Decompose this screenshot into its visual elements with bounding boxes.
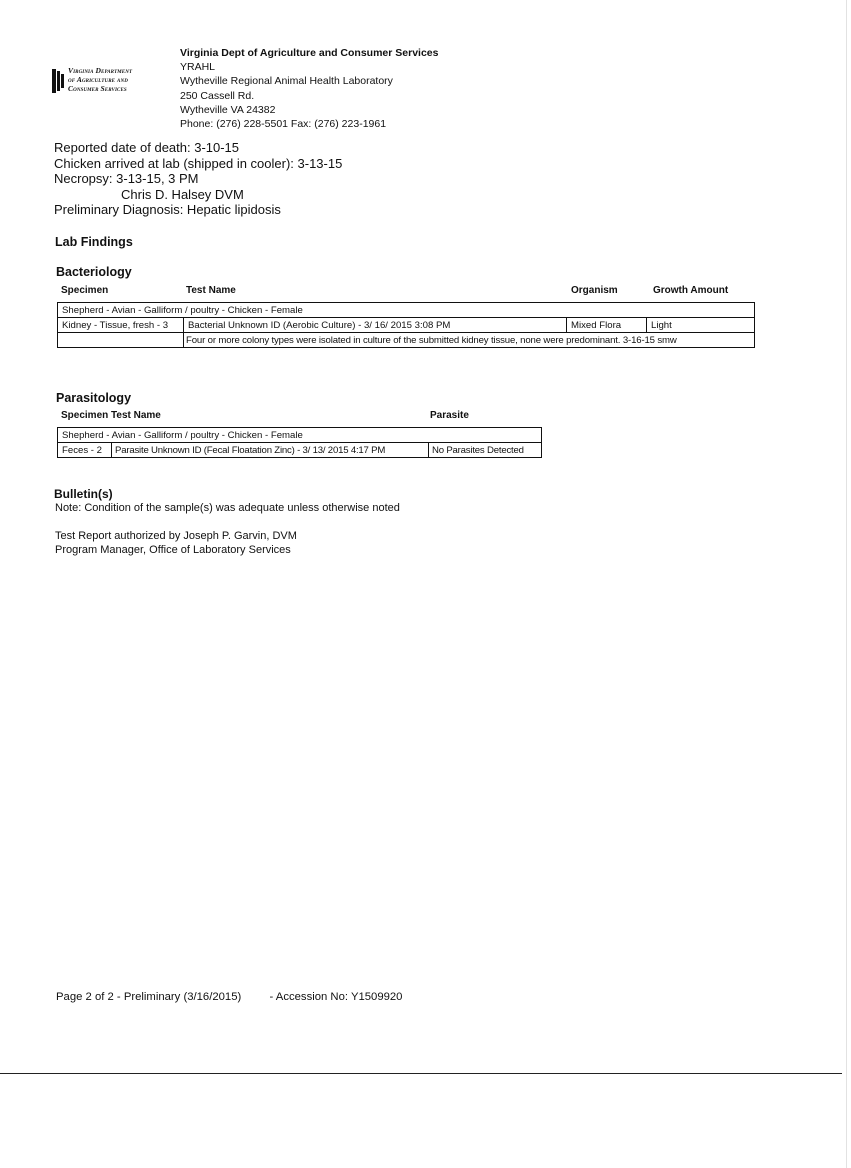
lab-phone: Phone: (276) 228-5501 Fax: (276) 223-1961 (180, 118, 387, 131)
lab-address-city: Wytheville VA 24382 (180, 103, 276, 116)
authorization (55, 530, 297, 557)
para-header-specimen-test: Specimen Test Name (61, 410, 161, 421)
para-result-cell: No Parasites Detected (429, 443, 542, 458)
bact-animal-cell: Shepherd - Avian - Galliform / poultry - Chicken - Female (58, 303, 755, 318)
para-animal-cell: Shepherd - Avian - Galliform / poultry - Chicken - Female (58, 428, 542, 443)
para-specimen-cell: Feces - 2 (58, 443, 112, 458)
bact-header-specimen: Specimen (61, 285, 109, 296)
logo-line-3: Consumer Services (68, 84, 127, 93)
para-header-parasite: Parasite (430, 410, 469, 421)
parasitology-title: Parasitology (56, 391, 132, 405)
lab-findings-title: Lab Findings (55, 235, 133, 249)
parasitology-table (57, 427, 542, 458)
bact-test-cell: Bacterial Unknown ID (Aerobic Culture) - 3/ 16/ 2015 3:08 PM (184, 318, 567, 333)
logo-line-2: of Agriculture and (68, 75, 128, 84)
case-info (54, 140, 342, 218)
scan-line (0, 1073, 842, 1074)
bact-organism-cell: Mixed Flora (567, 318, 647, 333)
authorized-by: Test Report authorized by Joseph P. Garvin, DVM (55, 530, 297, 542)
bulletin-note: Note: Condition of the sample(s) was adequate unless otherwise noted (55, 502, 400, 514)
death-date: Reported date of death: 3-10-15 (54, 140, 240, 155)
table-row (58, 303, 755, 318)
vdacs-logo-icon (52, 69, 65, 93)
table-row (58, 428, 542, 443)
accession-number: - Accession No: Y1509920 (269, 991, 403, 1003)
bact-header-organism: Organism (571, 285, 618, 296)
table-row (58, 318, 755, 333)
table-row (58, 443, 542, 458)
bulletins-title: Bulletin(s) (54, 487, 113, 501)
bact-empty-cell (58, 333, 184, 348)
lab-address-street: 250 Cassell Rd. (180, 89, 255, 102)
bact-comment-cell: Four or more colony types were isolated in culture of the submitted kidney tissue, none were predominant. 3-16-15 smw (184, 333, 755, 348)
lab-code: YRAHL (180, 61, 216, 74)
preliminary-diagnosis: Preliminary Diagnosis: Hepatic lipidosis (54, 202, 281, 218)
arrival-date: Chicken arrived at lab (shipped in cooler): 3-13-15 (54, 155, 343, 171)
bact-specimen-cell: Kidney - Tissue, fresh - 3 (58, 318, 184, 333)
bact-header-test-name: Test Name (186, 285, 236, 296)
bacteriology-title: Bacteriology (56, 265, 132, 279)
veterinarian: Chris D. Halsey DVM (121, 186, 244, 202)
page-info: Page 2 of 2 - Preliminary (3/16/2015) (56, 991, 242, 1003)
bact-header-growth: Growth Amount (653, 285, 729, 296)
department-name: Virginia Dept of Agriculture and Consumer Services (180, 47, 439, 59)
para-test-cell: Parasite Unknown ID (Fecal Floatation Zinc) - 3/ 13/ 2015 4:17 PM (112, 443, 429, 458)
lab-name: Wytheville Regional Animal Health Laboratory (180, 75, 393, 88)
authorizer-title: Program Manager, Office of Laboratory Services (55, 543, 291, 556)
necropsy-date: Necropsy: 3-13-15, 3 PM (54, 171, 199, 187)
bact-growth-cell: Light (647, 318, 755, 333)
page-footer (56, 991, 402, 1003)
logo-line-1: Virginia Department (68, 66, 133, 75)
page-edge (846, 0, 847, 1168)
table-row (58, 333, 755, 348)
bacteriology-table (57, 302, 755, 348)
lab-header (180, 46, 438, 131)
vdacs-logo (52, 66, 164, 96)
